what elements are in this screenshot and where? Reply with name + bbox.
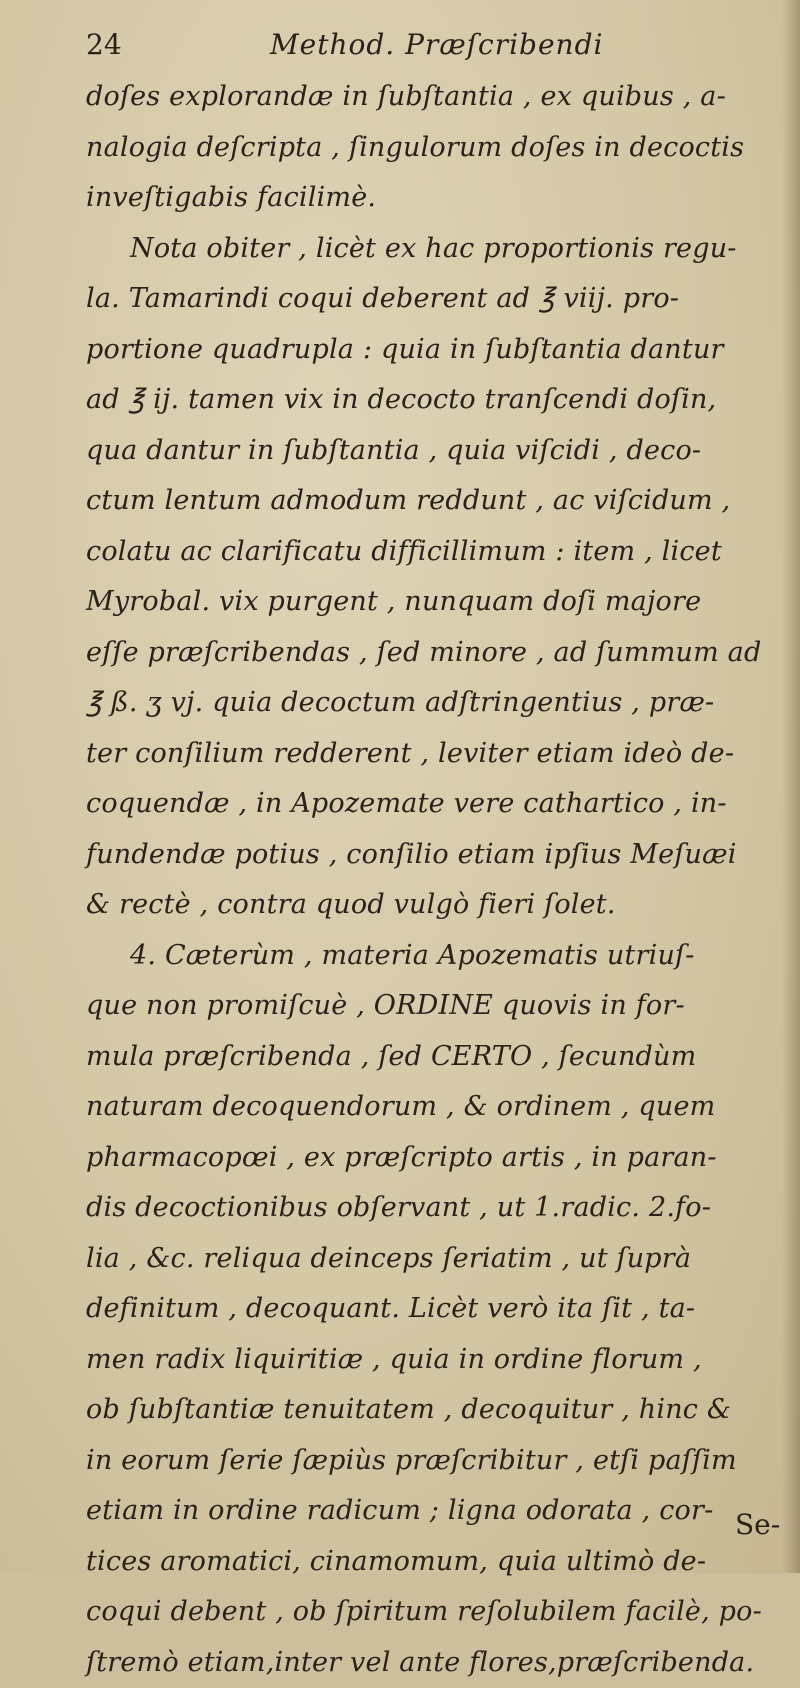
text-line: dis decoctionibus obſervant , ut 1.radic. 2.fo- (86, 1183, 786, 1234)
text-line: mula præſcribenda , ſed CERTO , ſecundùm (86, 1032, 786, 1083)
text-line: portione quadrupla : quia in ſubſtantia dantur (86, 325, 786, 376)
text-line: coqui debent , ob ſpiritum reſolubilem facilè, po- (86, 1587, 786, 1638)
running-head: Method. Præſcribendi (270, 28, 603, 61)
text-line: colatu ac clarificatu difficillimum : item , licet (86, 527, 786, 578)
text-line: naturam decoquendorum , & ordinem , quem (86, 1082, 786, 1133)
text-line: ad ℥ ij. tamen vix in decocto tranſcendi doſin, (86, 375, 786, 426)
text-line: coquendæ , in Apozemate vere cathartico , in- (86, 779, 786, 830)
text-line: qua dantur in ſubſtantia , quia viſcidi , deco- (86, 426, 786, 477)
text-line: nalogia deſcripta , ſingulorum doſes in decoctis (86, 123, 786, 174)
text-line: 4. Cæterùm , materia Apozematis utriuſ- (86, 931, 786, 982)
text-line: ℥ ß. ʒ vj. quia decoctum adſtringentius , præ- (86, 678, 786, 729)
text-line: ob ſubſtantiæ tenuitatem , decoquitur , hinc & (86, 1385, 786, 1436)
text-line: ſtremò etiam,inter vel ante flores,præſcribenda. (86, 1638, 786, 1688)
text-line: fundendæ potius , conſilio etiam ipſius Meſuæi (86, 830, 786, 881)
page-number: 24 (86, 28, 122, 61)
text-line: eſſe præſcribendas , ſed minore , ad ſummum ad (86, 628, 786, 679)
body-text (86, 72, 786, 1688)
text-line: la. Tamarindi coqui deberent ad ℥ viij. pro- (86, 274, 786, 325)
text-line: tices aromatici, cinamomum, quia ultimò de- (86, 1537, 786, 1588)
text-line: ctum lentum admodum reddunt , ac viſcidum , (86, 476, 786, 527)
text-line: Nota obiter , licèt ex hac proportionis regu- (86, 224, 786, 275)
text-line: doſes explorandæ in ſubſtantia , ex quibus , a- (86, 72, 786, 123)
text-line: inveſtigabis facilimè. (86, 173, 786, 224)
page-header (86, 28, 726, 68)
text-line: definitum , decoquant. Licèt verò ita ſit , ta- (86, 1284, 786, 1335)
text-line: men radix liquiritiæ , quia in ordine florum , (86, 1335, 786, 1386)
text-line: ter conſilium redderent , leviter etiam ideò de- (86, 729, 786, 780)
text-line: etiam in ordine radicum ; ligna odorata , cor- (86, 1486, 786, 1537)
text-line: lia , &c. reliqua deinceps ſeriatim , ut ſuprà (86, 1234, 786, 1285)
text-line: pharmacopœi , ex præſcripto artis , in paran- (86, 1133, 786, 1184)
text-line: & rectè , contra quod vulgò fieri ſolet. (86, 880, 786, 931)
text-line: Myrobal. vix purgent , nunquam doſi majore (86, 577, 786, 628)
text-line: in eorum ſerie ſæpiùs præſcribitur , etſi paſſim (86, 1436, 786, 1487)
catchword: Se- (735, 1508, 780, 1541)
text-line: que non promiſcuè , ORDINE quovis in for- (86, 981, 786, 1032)
